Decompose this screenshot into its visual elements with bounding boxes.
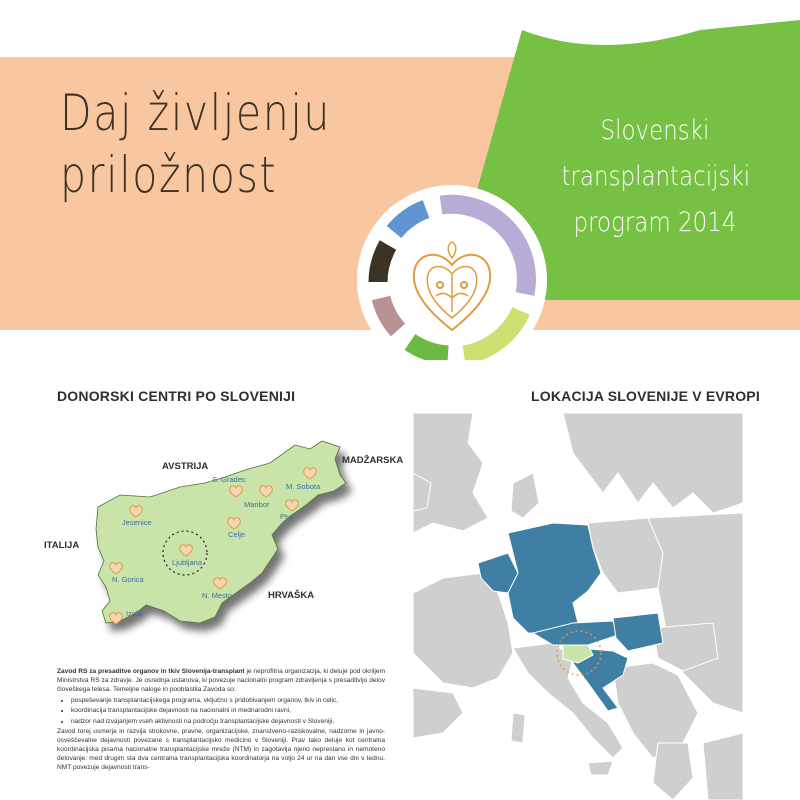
- label-croatia: HRVAŠKA: [268, 590, 315, 601]
- land-sardinia: [511, 713, 525, 743]
- label-hungary: MADŽARSKA: [342, 455, 404, 466]
- heart-icon: [108, 560, 124, 574]
- heart-icon: [108, 610, 124, 624]
- heart-icon: [284, 497, 300, 511]
- heart-icon: [228, 483, 244, 497]
- program-title: [562, 108, 749, 246]
- intro-paragraph: [57, 668, 385, 695]
- organization-description: [57, 668, 385, 775]
- city-m-sobota: M. Sobota: [286, 482, 321, 491]
- heart-icon: [178, 542, 194, 556]
- donor-centers-heading: DONORSKI CENTRI PO SLOVENIJI: [57, 388, 296, 404]
- program-title-line3: program 2014: [573, 207, 737, 238]
- heart-icon: [128, 503, 144, 517]
- second-paragraph: Zavod torej usmerja in razvija strokovne, pravne, organizacijske, znanstveno-raziskovalne, nadzorne in javno-osveščevalne dejavnosti povezane s transplantacijsko medicino v Sloveniji. Prav tako deluje kot centralna koordinacijska pisarna nacionalne transplantacijske mreže (NTM) in zagotavlja njeno neprestano in nemoteno delovanje: med drugim sta dva centralna transplantacijska koordinatorja na voljo 24 ur na dan vse dni v tednu. NMT povezuje dejavnosti trans-: [57, 728, 385, 772]
- intro-text: je neprofitna organizacija, ki deluje pod okriljem Ministrstva RS za zdravje. Je osrednja ustanova, ki povezuje nacionalni program zdravljenja s presaditvijo delov človeškega telesa. Temeljne naloge in pooblastila Zavoda so:: [57, 668, 385, 693]
- city-jesenice: Jesenice: [122, 518, 152, 527]
- heart-icon: [226, 515, 242, 529]
- list-item: • nadzor nad izvajanjem vseh aktivnosti na področju transplantacijske dejavnosti v Sloveniji.: [71, 718, 385, 727]
- europe-map: [413, 413, 743, 800]
- city-maribor: Maribor: [244, 500, 270, 509]
- label-austria: AVSTRIJA: [162, 461, 209, 472]
- land-sicily: [588, 761, 613, 775]
- city-ptuj: Ptuj: [280, 512, 293, 521]
- heart-icon: [258, 483, 274, 497]
- hero-banner: [0, 0, 800, 360]
- city-izola: Izola: [126, 609, 142, 618]
- europe-outline: [413, 413, 743, 800]
- city-n-gorica: N. Gorica: [112, 575, 144, 584]
- heart-icon: [302, 465, 318, 479]
- city-n-mesto: N. Mesto: [202, 591, 233, 600]
- land-turkey: [703, 733, 743, 800]
- city-s-gradec: S. Gradec: [212, 475, 246, 484]
- main-title-line1: Daj življenju: [60, 84, 331, 142]
- main-title-line2: priložnost: [60, 146, 278, 204]
- city-celje: Celje: [228, 530, 246, 539]
- ring-segment-dark: [378, 245, 388, 282]
- city-ljubljana: Ljubljana: [172, 558, 203, 567]
- program-title-line2: transplantacijski: [561, 161, 751, 192]
- tasks-list: [57, 697, 385, 727]
- europe-location-heading: LOKACIJA SLOVENIJE V EVROPI: [531, 388, 760, 404]
- slovenia-map: [40, 425, 404, 665]
- organization-name: Zavod RS za presaditve organov in tkiv Slovenija-transplant: [57, 668, 245, 675]
- list-item: • koordinacija transplantacijske dejavnosti na nacionalni in mednarodni ravni,: [71, 707, 385, 716]
- list-item: • pospeševanje transplantacijskega programa, vključno s pridobivanjem organov, tkiv in celic,: [71, 697, 385, 706]
- main-title: [60, 82, 339, 206]
- label-italy: ITALIJA: [44, 540, 80, 551]
- heart-icon: [212, 575, 228, 589]
- program-title-line1: Slovenski: [600, 115, 710, 146]
